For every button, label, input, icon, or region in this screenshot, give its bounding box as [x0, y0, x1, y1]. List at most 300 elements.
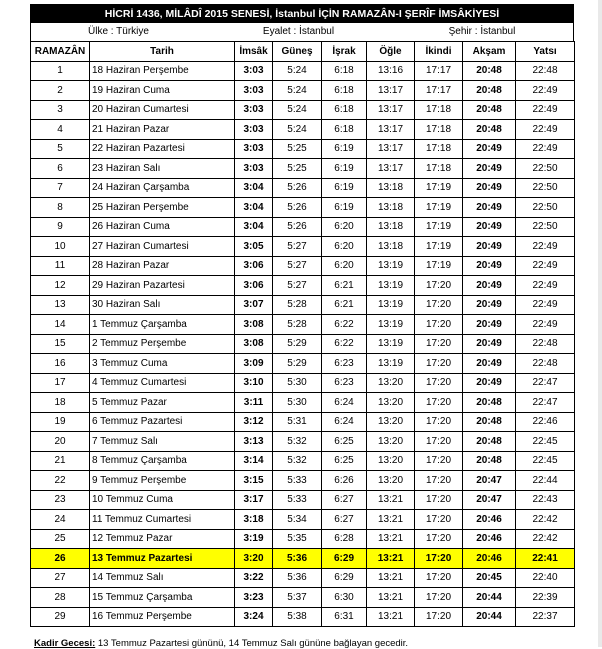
table-cell: 17:20 — [415, 315, 463, 335]
table-cell: 6:18 — [322, 120, 367, 140]
table-cell: 17:17 — [415, 81, 463, 101]
table-cell: 13:18 — [367, 217, 415, 237]
table-cell: 22:49 — [516, 120, 575, 140]
imsakiye-sheet — [30, 4, 574, 627]
country-label: Ülke : Türkiye — [88, 26, 149, 37]
column-header: İkindi — [415, 42, 463, 62]
table-cell: 20:49 — [463, 237, 516, 257]
table-cell: 5:29 — [273, 334, 322, 354]
table-cell: 20:49 — [463, 217, 516, 237]
column-header: İşrak — [322, 42, 367, 62]
table-cell: 6:27 — [322, 490, 367, 510]
table-cell: 13 — [31, 295, 90, 315]
table-cell: 9 — [31, 217, 90, 237]
table-cell: 13:20 — [367, 432, 415, 452]
table-cell: 6:26 — [322, 471, 367, 491]
date-cell: 15 Temmuz Çarşamba — [90, 588, 235, 608]
table-cell: 5:27 — [273, 237, 322, 257]
table-cell: 6 — [31, 159, 90, 179]
table-cell: 17:20 — [415, 354, 463, 374]
table-row — [31, 159, 575, 179]
table-cell: 20:48 — [463, 451, 516, 471]
table-row — [31, 120, 575, 140]
table-cell: 3:03 — [235, 81, 273, 101]
table-cell: 20:46 — [463, 529, 516, 549]
table-cell: 13:17 — [367, 159, 415, 179]
table-cell: 6:21 — [322, 276, 367, 296]
table-cell: 3:11 — [235, 393, 273, 413]
table-cell: 6:18 — [322, 100, 367, 120]
date-cell: 13 Temmuz Pazartesi — [90, 549, 235, 569]
table-cell: 13:18 — [367, 178, 415, 198]
table-cell: 6:27 — [322, 510, 367, 530]
table-cell: 20:49 — [463, 276, 516, 296]
table-cell: 17:20 — [415, 549, 463, 569]
table-cell: 17 — [31, 373, 90, 393]
table-cell: 24 — [31, 510, 90, 530]
table-cell: 5:25 — [273, 139, 322, 159]
table-cell: 13:17 — [367, 100, 415, 120]
date-cell: 7 Temmuz Salı — [90, 432, 235, 452]
table-cell: 22:42 — [516, 510, 575, 530]
table-cell: 22:47 — [516, 373, 575, 393]
table-cell: 17:20 — [415, 568, 463, 588]
table-cell: 13:17 — [367, 120, 415, 140]
table-cell: 22:49 — [516, 237, 575, 257]
table-cell: 6:22 — [322, 315, 367, 335]
table-cell: 6:24 — [322, 412, 367, 432]
table-cell: 5:36 — [273, 568, 322, 588]
table-cell: 13:19 — [367, 315, 415, 335]
table-row — [31, 588, 575, 608]
column-header: Yatsı — [516, 42, 575, 62]
table-cell: 6:25 — [322, 451, 367, 471]
table-row — [31, 529, 575, 549]
table-cell: 17:19 — [415, 198, 463, 218]
table-cell: 20:48 — [463, 61, 516, 81]
table-cell: 22:50 — [516, 217, 575, 237]
table-cell: 6:20 — [322, 256, 367, 276]
table-cell: 20:49 — [463, 256, 516, 276]
table-cell: 6:18 — [322, 61, 367, 81]
table-cell: 17:19 — [415, 178, 463, 198]
date-cell: 29 Haziran Pazartesi — [90, 276, 235, 296]
date-cell: 25 Haziran Perşembe — [90, 198, 235, 218]
table-cell: 23 — [31, 490, 90, 510]
date-cell: 11 Temmuz Cumartesi — [90, 510, 235, 530]
imsakiye-table — [30, 41, 575, 627]
table-cell: 6:24 — [322, 393, 367, 413]
table-cell: 5:32 — [273, 451, 322, 471]
table-cell: 17:20 — [415, 373, 463, 393]
table-cell: 3 — [31, 100, 90, 120]
table-cell: 1 — [31, 61, 90, 81]
table-cell: 4 — [31, 120, 90, 140]
table-cell: 26 — [31, 549, 90, 569]
table-row — [31, 393, 575, 413]
table-cell: 3:17 — [235, 490, 273, 510]
table-cell: 22:49 — [516, 100, 575, 120]
table-cell: 5:37 — [273, 588, 322, 608]
table-cell: 3:09 — [235, 354, 273, 374]
table-cell: 5:38 — [273, 607, 322, 627]
table-cell: 17:18 — [415, 120, 463, 140]
table-cell: 13:20 — [367, 373, 415, 393]
date-cell: 14 Temmuz Salı — [90, 568, 235, 588]
table-cell: 5:28 — [273, 315, 322, 335]
table-row — [31, 354, 575, 374]
table-cell: 15 — [31, 334, 90, 354]
table-cell: 5:33 — [273, 490, 322, 510]
table-cell: 25 — [31, 529, 90, 549]
footer-text: 13 Temmuz Pazartesi gününü, 14 Temmuz Salı gününe bağlayan gecedir. — [95, 638, 409, 649]
table-cell: 3:03 — [235, 100, 273, 120]
column-header: Tarih — [90, 42, 235, 62]
table-cell: 19 — [31, 412, 90, 432]
table-cell: 17:19 — [415, 237, 463, 257]
column-header: İmsâk — [235, 42, 273, 62]
date-cell: 28 Haziran Pazar — [90, 256, 235, 276]
column-header: RAMAZÂN — [31, 42, 90, 62]
footer-label: Kadir Gecesi: — [34, 638, 96, 649]
table-cell: 22:45 — [516, 432, 575, 452]
table-cell: 5 — [31, 139, 90, 159]
table-row — [31, 139, 575, 159]
table-row — [31, 198, 575, 218]
date-cell: 4 Temmuz Cumartesi — [90, 373, 235, 393]
table-cell: 22:43 — [516, 490, 575, 510]
date-cell: 18 Haziran Perşembe — [90, 61, 235, 81]
table-row — [31, 373, 575, 393]
table-cell: 17:18 — [415, 100, 463, 120]
table-cell: 6:25 — [322, 432, 367, 452]
table-cell: 14 — [31, 315, 90, 335]
table-cell: 3:03 — [235, 61, 273, 81]
date-cell: 16 Temmuz Perşembe — [90, 607, 235, 627]
table-cell: 22:45 — [516, 451, 575, 471]
table-cell: 3:06 — [235, 256, 273, 276]
table-cell: 3:04 — [235, 178, 273, 198]
table-cell: 13:21 — [367, 568, 415, 588]
table-cell: 3:22 — [235, 568, 273, 588]
table-cell: 20:48 — [463, 81, 516, 101]
table-row — [31, 61, 575, 81]
table-cell: 20:47 — [463, 490, 516, 510]
table-cell: 3:12 — [235, 412, 273, 432]
table-row — [31, 607, 575, 627]
table-cell: 29 — [31, 607, 90, 627]
table-row — [31, 471, 575, 491]
table-cell: 20:49 — [463, 295, 516, 315]
table-cell: 5:35 — [273, 529, 322, 549]
table-cell: 5:31 — [273, 412, 322, 432]
table-cell: 20:48 — [463, 432, 516, 452]
table-cell: 20:49 — [463, 198, 516, 218]
city-label: Şehir : İstanbul — [448, 26, 516, 37]
table-cell: 3:08 — [235, 334, 273, 354]
table-cell: 6:28 — [322, 529, 367, 549]
table-cell: 22:50 — [516, 198, 575, 218]
table-cell: 20:49 — [463, 354, 516, 374]
table-cell: 22:48 — [516, 354, 575, 374]
table-cell: 6:29 — [322, 549, 367, 569]
table-cell: 5:36 — [273, 549, 322, 569]
table-cell: 22:50 — [516, 159, 575, 179]
table-cell: 3:03 — [235, 139, 273, 159]
table-cell: 5:26 — [273, 217, 322, 237]
date-cell: 2 Temmuz Perşembe — [90, 334, 235, 354]
table-row — [31, 510, 575, 530]
table-cell: 5:32 — [273, 432, 322, 452]
table-row — [31, 432, 575, 452]
table-cell: 13:20 — [367, 412, 415, 432]
table-cell: 17:19 — [415, 217, 463, 237]
table-cell: 22 — [31, 471, 90, 491]
table-cell: 6:22 — [322, 334, 367, 354]
table-cell: 3:13 — [235, 432, 273, 452]
table-cell: 17:20 — [415, 510, 463, 530]
table-cell: 18 — [31, 393, 90, 413]
table-cell: 22:40 — [516, 568, 575, 588]
date-cell: 22 Haziran Pazartesi — [90, 139, 235, 159]
date-cell: 19 Haziran Cuma — [90, 81, 235, 101]
table-cell: 3:23 — [235, 588, 273, 608]
table-cell: 28 — [31, 588, 90, 608]
date-cell: 5 Temmuz Pazar — [90, 393, 235, 413]
table-cell: 6:29 — [322, 568, 367, 588]
table-cell: 5:24 — [273, 100, 322, 120]
table-cell: 3:07 — [235, 295, 273, 315]
table-cell: 17:18 — [415, 159, 463, 179]
table-cell: 17:20 — [415, 471, 463, 491]
table-header-row — [31, 42, 575, 62]
table-cell: 20:48 — [463, 100, 516, 120]
date-cell: 9 Temmuz Perşembe — [90, 471, 235, 491]
table-cell: 6:21 — [322, 295, 367, 315]
viewer-scroll-edge — [598, 0, 602, 647]
table-cell: 13:19 — [367, 354, 415, 374]
table-cell: 22:42 — [516, 529, 575, 549]
table-cell: 5:24 — [273, 120, 322, 140]
table-row — [31, 568, 575, 588]
table-cell: 17:19 — [415, 256, 463, 276]
date-cell: 1 Temmuz Çarşamba — [90, 315, 235, 335]
table-cell: 8 — [31, 198, 90, 218]
table-cell: 11 — [31, 256, 90, 276]
table-cell: 20:49 — [463, 178, 516, 198]
table-cell: 13:21 — [367, 588, 415, 608]
table-cell: 17:20 — [415, 490, 463, 510]
table-cell: 22:50 — [516, 178, 575, 198]
page-title: HİCRİ 1436, MİLÂDÎ 2015 SENESİ, İstanbul İÇİN RAMAZÂN-I ŞERÎF İMSÂKİYESİ — [30, 4, 574, 23]
table-cell: 13:21 — [367, 607, 415, 627]
table-cell: 6:20 — [322, 217, 367, 237]
table-cell: 20:49 — [463, 315, 516, 335]
table-cell: 13:18 — [367, 198, 415, 218]
table-cell: 17:20 — [415, 588, 463, 608]
table-cell: 3:20 — [235, 549, 273, 569]
table-cell: 6:31 — [322, 607, 367, 627]
table-cell: 22:48 — [516, 334, 575, 354]
table-cell: 6:19 — [322, 198, 367, 218]
table-cell: 22:49 — [516, 256, 575, 276]
location-row — [30, 23, 574, 41]
table-cell: 5:24 — [273, 81, 322, 101]
table-cell: 13:18 — [367, 237, 415, 257]
table-cell: 13:21 — [367, 529, 415, 549]
table-cell: 13:21 — [367, 549, 415, 569]
table-cell: 22:49 — [516, 295, 575, 315]
table-cell: 5:30 — [273, 373, 322, 393]
table-cell: 13:21 — [367, 510, 415, 530]
date-cell: 10 Temmuz Cuma — [90, 490, 235, 510]
date-cell: 3 Temmuz Cuma — [90, 354, 235, 374]
table-cell: 17:20 — [415, 393, 463, 413]
table-cell: 13:21 — [367, 490, 415, 510]
table-cell: 3:03 — [235, 159, 273, 179]
table-cell: 16 — [31, 354, 90, 374]
table-cell: 20:44 — [463, 607, 516, 627]
table-cell: 6:19 — [322, 178, 367, 198]
table-row — [31, 276, 575, 296]
table-cell: 5:27 — [273, 276, 322, 296]
table-cell: 17:20 — [415, 276, 463, 296]
table-cell: 3:04 — [235, 198, 273, 218]
table-cell: 6:23 — [322, 373, 367, 393]
table-cell: 5:34 — [273, 510, 322, 530]
table-cell: 6:30 — [322, 588, 367, 608]
table-row — [31, 334, 575, 354]
table-cell: 13:16 — [367, 61, 415, 81]
table-cell: 5:26 — [273, 178, 322, 198]
table-cell: 5:29 — [273, 354, 322, 374]
table-cell: 3:03 — [235, 120, 273, 140]
kadir-gecesi-note — [34, 638, 408, 649]
table-cell: 12 — [31, 276, 90, 296]
column-header: Güneş — [273, 42, 322, 62]
table-cell: 13:20 — [367, 451, 415, 471]
table-cell: 5:26 — [273, 198, 322, 218]
table-row — [31, 412, 575, 432]
table-row — [31, 217, 575, 237]
table-cell: 20:49 — [463, 159, 516, 179]
table-cell: 6:19 — [322, 139, 367, 159]
table-cell: 20:44 — [463, 588, 516, 608]
table-cell: 20:49 — [463, 334, 516, 354]
table-cell: 3:24 — [235, 607, 273, 627]
table-cell: 13:17 — [367, 81, 415, 101]
table-cell: 3:18 — [235, 510, 273, 530]
table-cell: 22:47 — [516, 393, 575, 413]
table-cell: 22:49 — [516, 276, 575, 296]
table-row — [31, 549, 575, 569]
table-row — [31, 100, 575, 120]
column-header: Öğle — [367, 42, 415, 62]
table-cell: 6:23 — [322, 354, 367, 374]
table-row — [31, 81, 575, 101]
table-cell: 3:10 — [235, 373, 273, 393]
table-cell: 3:15 — [235, 471, 273, 491]
table-cell: 17:20 — [415, 529, 463, 549]
table-cell: 22:49 — [516, 315, 575, 335]
table-cell: 20:47 — [463, 471, 516, 491]
date-cell: 12 Temmuz Pazar — [90, 529, 235, 549]
table-cell: 20:48 — [463, 412, 516, 432]
table-cell: 22:46 — [516, 412, 575, 432]
table-cell: 3:14 — [235, 451, 273, 471]
table-cell: 6:19 — [322, 159, 367, 179]
table-cell: 22:48 — [516, 61, 575, 81]
date-cell: 24 Haziran Çarşamba — [90, 178, 235, 198]
table-cell: 5:28 — [273, 295, 322, 315]
date-cell: 23 Haziran Salı — [90, 159, 235, 179]
table-cell: 22:49 — [516, 139, 575, 159]
table-cell: 3:04 — [235, 217, 273, 237]
table-cell: 10 — [31, 237, 90, 257]
table-row — [31, 295, 575, 315]
table-cell: 22:41 — [516, 549, 575, 569]
table-cell: 3:19 — [235, 529, 273, 549]
table-cell: 13:19 — [367, 334, 415, 354]
table-cell: 17:18 — [415, 139, 463, 159]
table-row — [31, 490, 575, 510]
table-cell: 13:19 — [367, 256, 415, 276]
table-cell: 17:20 — [415, 295, 463, 315]
table-cell: 7 — [31, 178, 90, 198]
table-cell: 3:08 — [235, 315, 273, 335]
table-cell: 13:19 — [367, 276, 415, 296]
date-cell: 26 Haziran Cuma — [90, 217, 235, 237]
date-cell: 21 Haziran Pazar — [90, 120, 235, 140]
table-cell: 20:48 — [463, 120, 516, 140]
table-cell: 27 — [31, 568, 90, 588]
table-row — [31, 315, 575, 335]
date-cell: 20 Haziran Cumartesi — [90, 100, 235, 120]
table-cell: 20:49 — [463, 373, 516, 393]
table-cell: 20:48 — [463, 393, 516, 413]
table-cell: 20:46 — [463, 549, 516, 569]
table-cell: 22:37 — [516, 607, 575, 627]
table-cell: 3:06 — [235, 276, 273, 296]
province-label: Eyalet : İstanbul — [262, 26, 335, 37]
table-row — [31, 451, 575, 471]
table-cell: 22:49 — [516, 81, 575, 101]
table-cell: 20 — [31, 432, 90, 452]
table-cell: 6:18 — [322, 81, 367, 101]
table-cell: 17:20 — [415, 432, 463, 452]
table-cell: 3:05 — [235, 237, 273, 257]
table-cell: 20:46 — [463, 510, 516, 530]
table-cell: 21 — [31, 451, 90, 471]
table-row — [31, 237, 575, 257]
table-cell: 13:19 — [367, 295, 415, 315]
table-cell: 13:17 — [367, 139, 415, 159]
table-cell: 5:25 — [273, 159, 322, 179]
table-cell: 22:39 — [516, 588, 575, 608]
table-cell: 17:20 — [415, 607, 463, 627]
table-cell: 5:27 — [273, 256, 322, 276]
table-cell: 5:30 — [273, 393, 322, 413]
table-cell: 5:24 — [273, 61, 322, 81]
table-cell: 5:33 — [273, 471, 322, 491]
table-cell: 13:20 — [367, 471, 415, 491]
table-cell: 20:45 — [463, 568, 516, 588]
table-cell: 17:20 — [415, 451, 463, 471]
date-cell: 6 Temmuz Pazartesi — [90, 412, 235, 432]
table-cell: 13:20 — [367, 393, 415, 413]
table-cell: 22:44 — [516, 471, 575, 491]
date-cell: 8 Temmuz Çarşamba — [90, 451, 235, 471]
